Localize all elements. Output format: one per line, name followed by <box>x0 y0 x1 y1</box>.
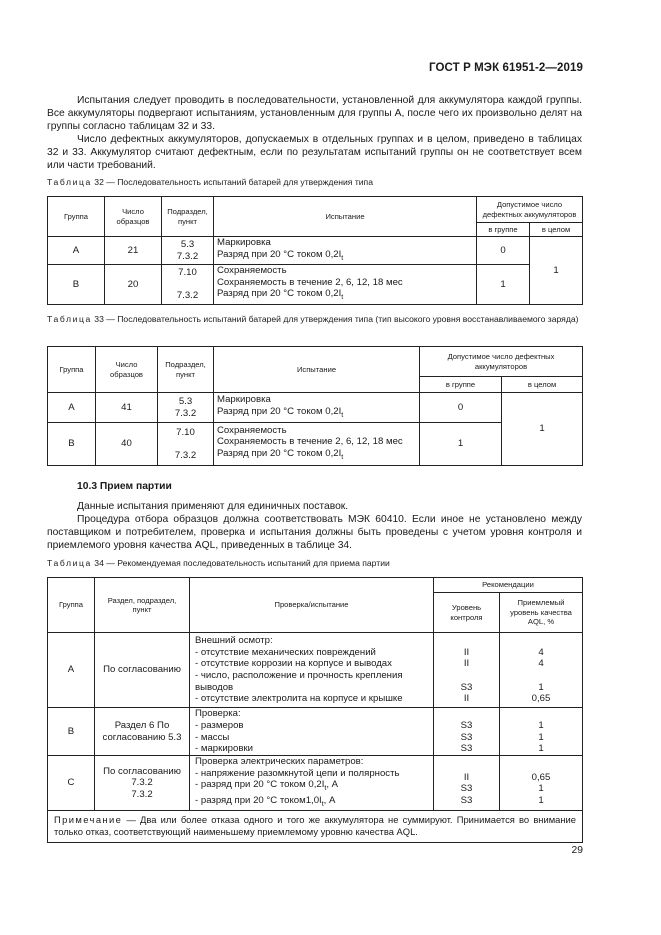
intro-paragraph-2: Число дефектных аккумуляторов, допускаемых в отдельных группах и в целом, приведено в таблицах 32 и 33. Аккумулятор считают дефектным, если по результатам испытаний группы он не соответствует всем или части требований. <box>47 134 582 172</box>
section-paragraph-2: Процедура отбора образцов должна соответствовать МЭК 60410. Если иное не установлено между поставщиком и потребителем, проверка и испытания должны быть проведены с учетом уровня контроля и приемлемого уровня качества AQL, приведенных в таблице 34. <box>47 514 582 552</box>
header-in-group: в группе <box>477 223 530 237</box>
header-group: Группа <box>48 578 95 633</box>
table-32-caption: Таблица 32 — Последовательность испытаний батарей для утверждения типа <box>47 177 373 187</box>
header-samples: Число образцов <box>105 197 162 237</box>
intro-text <box>47 94 582 173</box>
header-clause: Раздел, подраздел, пункт <box>95 578 190 633</box>
header-test: Испытание <box>214 197 477 237</box>
header-aql: Приемлемый уровень качества AQL, % <box>500 593 583 633</box>
header-total: в целом <box>530 223 583 237</box>
header-group: Группа <box>48 347 96 393</box>
section-text <box>47 500 582 552</box>
intro-paragraph-1: Испытания следует проводить в последовательности, установленной для аккумулятора каждой группы. Все аккумуляторы подвергают испытаниям, установленным для группы А, после чего их произвольно делят на группы согласно таблицам 32 и 33. <box>47 95 582 133</box>
header-check: Проверка/испытание <box>190 578 434 633</box>
document-header: ГОСТ Р МЭК 61951-2—2019 <box>429 62 583 74</box>
table-34-caption: Таблица 34 — Рекомендуемая последовательность испытаний для приема партии <box>47 558 390 568</box>
table-row: В 40 7.10 7.3.2 Сохраняемость Сохраняемость в течение 2, 6, 12, 18 мес Разряд при 20 °С током $0,2I_t$ 1 <box>48 423 583 466</box>
table-32 <box>47 196 583 305</box>
section-paragraph-1: Данные испытания применяют для единичных поставок. <box>77 501 349 512</box>
table-row: С По согласованию 7.3.2 7.3.2 Проверка электрических параметров: - напряжение разомкнутой цепи и полярность - разряд при 20 °С током $0,2I_t$, А - разряд при 20 °С $током1,0I_t$, А II S3 S3 0,65 1 1 <box>48 756 583 811</box>
table-33 <box>47 346 583 466</box>
table-33-caption: Таблица 33 — Последовательность испытаний батарей для утверждения типа (тип высокого уровня восстанавливаемого заряда) <box>47 314 579 324</box>
header-group: Группа <box>48 197 105 237</box>
header-allowed: Допустимое число дефектных аккумуляторов <box>420 347 583 377</box>
section-title: 10.3 Прием партии <box>77 481 172 492</box>
total-defects: 1 <box>530 237 583 305</box>
table-34 <box>47 577 583 843</box>
total-defects: 1 <box>502 393 583 466</box>
page-number: 29 <box>571 845 583 856</box>
header-recommendations: Рекомендации <box>434 578 583 593</box>
table-note: Примечание — Два или более отказа одного и того же аккумулятора не суммируют. Принимается во внимание только отказ, соответствующий наименьшему приемлемому уровню качества AQL. <box>48 811 583 843</box>
header-total: в целом <box>502 377 583 393</box>
table-note-row <box>48 811 583 843</box>
header-samples: Число образцов <box>96 347 158 393</box>
header-level: Уровень контроля <box>434 593 500 633</box>
header-allowed: Допустимое число дефектных аккумуляторов <box>477 197 583 223</box>
table-row: А По согласованию Внешний осмотр: - отсутствие механических повреждений - отсутствие коррозии на корпусе и выводах - число, расположение и прочность крепления выводов - отсутствие электролита на корпусе и крышке II II S3 II 4 4 1 0,65 <box>48 633 583 708</box>
table-row: В 20 7.10 7.3.2 Сохраняемость Сохраняемость в течение 2, 6, 12, 18 мес Разряд при 20 °С током $0,2I_t$ 1 <box>48 265 583 305</box>
table-row: В Раздел 6 По согласованию 5.3 Проверка: - размеров - массы - маркировки S3 S3 S3 1 1 1 <box>48 708 583 756</box>
header-clause: Подраздел, пункт <box>158 347 214 393</box>
table-row: А 41 5.3 7.3.2 Маркировка Разряд при 20 °С током $0,2I_t$ 0 1 <box>48 393 583 423</box>
header-clause: Подраздел, пункт <box>162 197 214 237</box>
table-row: А 21 5.3 7.3.2 Маркировка Разряд при 20 °С током $0,2I_t$ 0 1 <box>48 237 583 265</box>
header-test: Испытание <box>214 347 420 393</box>
header-in-group: в группе <box>420 377 502 393</box>
